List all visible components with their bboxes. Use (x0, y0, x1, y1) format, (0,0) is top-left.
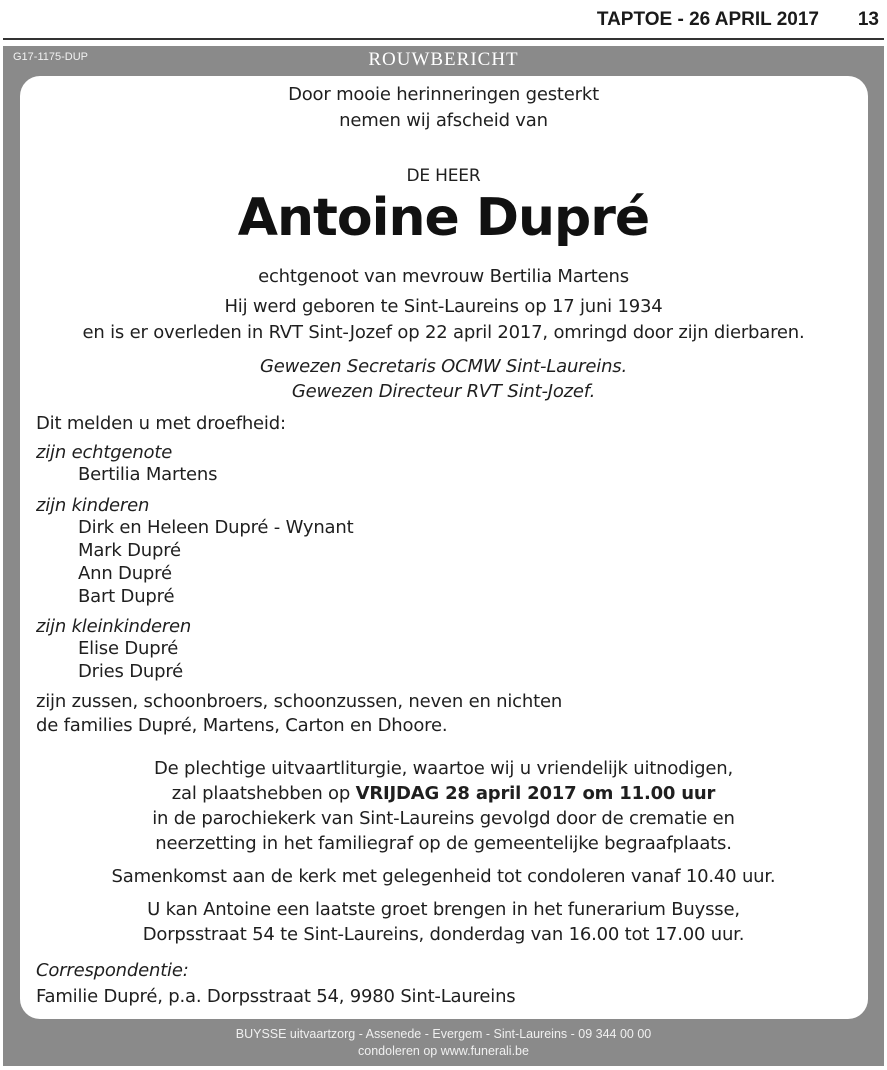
service-line-2 (0, 783, 887, 804)
announcement: Dit melden u met droefheid: (36, 413, 286, 434)
honorific: DE HEER (406, 166, 481, 186)
role-line-2: Gewezen Directeur RVT Sint-Jozef. (291, 381, 596, 402)
funeral-home-footer (3, 1026, 884, 1060)
footer-website: condoleren op www.funerali.be (358, 1044, 529, 1058)
correspondence-heading: Correspondentie: (36, 960, 189, 981)
page-number: 13 (857, 9, 879, 30)
family-line-2: de families Dupré, Martens, Carton en Dhoore. (36, 715, 448, 736)
grandchildren-heading: zijn kleinkinderen (36, 616, 192, 637)
intro-line-2: nemen wij afscheid van (339, 110, 548, 131)
footer-contact: BUYSSE uitvaartzorg - Assenede - Evergem - Sint-Laureins - 09 344 00 00 (235, 1027, 652, 1041)
child-entry: Ann Dupré (78, 563, 172, 584)
visit-line-1: U kan Antoine een laatste groet brengen in het funerarium Buysse, (147, 899, 740, 920)
publication-date: TAPTOE - 26 APRIL 2017 (596, 9, 819, 30)
grandchild-entry: Dries Dupré (78, 661, 184, 682)
role-line-1: Gewezen Secretaris OCMW Sint-Laureins. (260, 356, 627, 377)
child-entry: Mark Dupré (78, 540, 181, 561)
newspaper-header (0, 0, 887, 40)
child-entry: Bart Dupré (78, 586, 175, 607)
spouse-name: Bertilia Martens (78, 464, 218, 485)
correspondence-address: Familie Dupré, p.a. Dorpsstraat 54, 9980 Sint-Laureins (36, 986, 516, 1007)
ad-title: ROUWBERICHT (368, 49, 519, 70)
ad-code: G17-1175-DUP (13, 51, 88, 63)
spouse-heading: zijn echtgenote (36, 442, 173, 463)
children-heading: zijn kinderen (36, 495, 150, 516)
child-entry: Dirk en Heleen Dupré - Wynant (78, 517, 354, 538)
spouse-line: echtgenoot van mevrouw Bertilia Martens (258, 266, 629, 287)
service-date: VRIJDAG 28 april 2017 om 11.00 uur (355, 783, 716, 804)
gathering-line: Samenkomst aan de kerk met gelegenheid tot condoleren vanaf 10.40 uur. (111, 866, 776, 887)
service-line-4: neerzetting in het familiegraf op de gemeentelijke begraafplaats. (155, 833, 732, 854)
birth-line: Hij werd geboren te Sint-Laureins op 17 juni 1934 (224, 296, 663, 317)
service-line-3: in de parochiekerk van Sint-Laureins gevolgd door de crematie en (152, 808, 735, 829)
service-line-1: De plechtige uitvaartliturgie, waartoe wij u vriendelijk uitnodigen, (153, 758, 734, 779)
family-line-1: zijn zussen, schoonbroers, schoonzussen, neven en nichten (36, 691, 563, 712)
intro-line-1: Door mooie herinneringen gesterkt (288, 84, 599, 105)
death-line: en is er overleden in RVT Sint-Jozef op 22 april 2017, omringd door zijn dierbaren. (82, 322, 805, 343)
visit-line-2: Dorpsstraat 54 te Sint-Laureins, donderdag van 16.00 tot 17.00 uur. (142, 924, 745, 945)
deceased-name: Antoine Dupré (237, 188, 650, 248)
header-rule (3, 38, 884, 40)
grandchild-entry: Elise Dupré (78, 638, 179, 659)
service-prefix: zal plaatshebben op (171, 783, 356, 804)
